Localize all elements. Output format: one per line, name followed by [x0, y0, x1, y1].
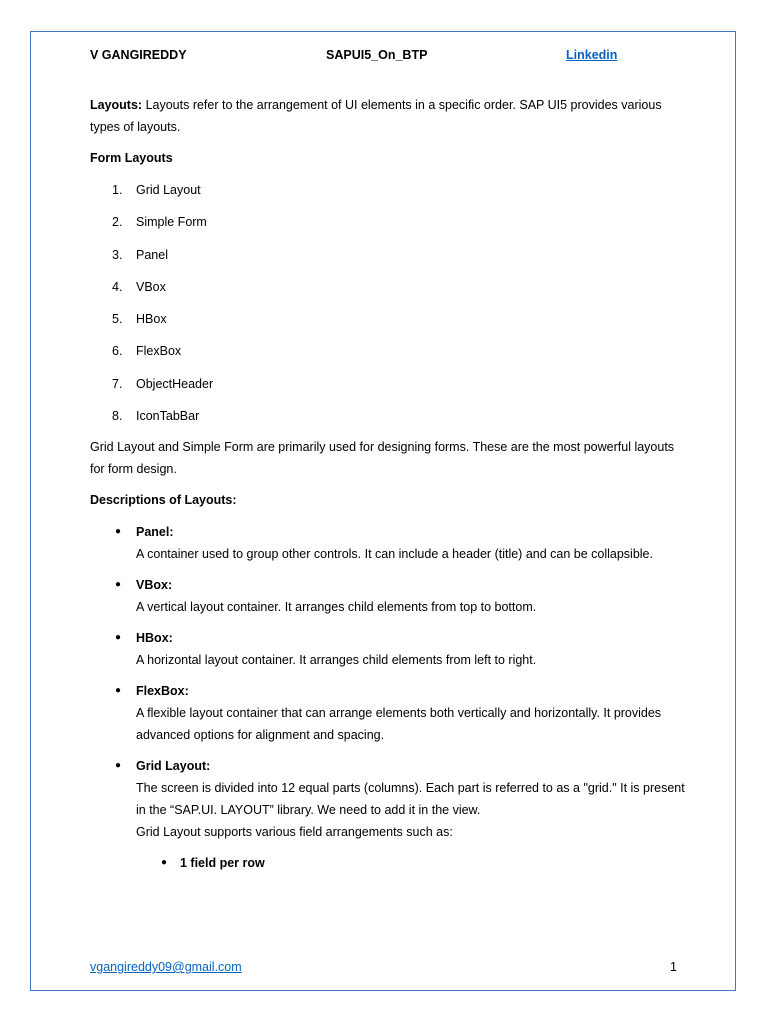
list-item	[90, 308, 690, 330]
list-item	[90, 405, 690, 427]
descriptions-list	[90, 521, 690, 874]
bullet-icon: ●	[161, 857, 168, 869]
document-body	[90, 94, 690, 883]
description-item-text: The screen is divided into 12 equal parts (columns). Each part is referred to as a "grid." It is present in the “SAP.UI. LAYOUT” library. We need to add it in the view.	[136, 781, 685, 818]
header-author: V GANGIREDDY	[90, 48, 187, 62]
form-layouts-heading: Form Layouts	[90, 151, 173, 165]
list-item-number: 6.	[112, 344, 123, 359]
list-item-number: 1.	[112, 183, 123, 197]
list-item	[90, 373, 690, 395]
bullet-icon: ●	[115, 760, 122, 772]
list-item-label: Simple Form	[136, 215, 207, 230]
list-item-label: 1 field per row	[180, 856, 265, 871]
list-item-number: 4.	[112, 279, 123, 294]
list-item-label: Panel	[136, 247, 168, 262]
footer-email-link[interactable]: vgangireddy09@gmail.com	[90, 960, 242, 974]
page-header	[90, 48, 690, 66]
list-item-label: IconTabBar	[136, 409, 200, 424]
list-item	[90, 179, 690, 201]
description-item-vbox	[90, 574, 690, 618]
list-item-label: ObjectHeader	[136, 376, 214, 391]
list-item-number: 8.	[112, 409, 123, 424]
description-item-name: Panel:	[136, 525, 174, 540]
list-item	[90, 211, 690, 233]
description-item-flexbox	[90, 680, 690, 746]
list-item-label: FlexBox	[136, 344, 182, 359]
list-item-number: 5.	[112, 312, 123, 327]
description-item-name: VBox:	[136, 578, 173, 593]
list-item	[90, 340, 690, 362]
description-item-panel	[90, 521, 690, 565]
bullet-icon: ●	[115, 579, 122, 591]
list-item-number: 7.	[112, 376, 123, 391]
header-title: SAPUI5_On_BTP	[326, 48, 428, 62]
description-item-text: A flexible layout container that can arrange elements both vertically and horizontally. It provides advanced options for alignment and spacing.	[136, 706, 662, 743]
bullet-icon: ●	[115, 685, 122, 697]
intro-paragraph	[90, 94, 690, 138]
description-item-hbox	[90, 627, 690, 671]
description-item-text: A horizontal layout container. It arranges child elements from left to right.	[136, 653, 537, 668]
description-item-name: Grid Layout:	[136, 759, 211, 774]
description-item-grid-layout	[90, 755, 690, 874]
intro-lead: Layouts:	[90, 98, 143, 112]
list-item	[90, 244, 690, 266]
page-number: 1	[670, 960, 677, 974]
form-layouts-list	[90, 179, 690, 427]
description-item-name: HBox:	[136, 631, 173, 646]
list-item-number: 3.	[112, 247, 123, 262]
description-item-name: FlexBox:	[136, 684, 189, 699]
list-item-label: HBox	[136, 312, 167, 327]
grid-arrangement-list	[136, 852, 690, 874]
intro-text: Layouts refer to the arrangement of UI elements in a specific order. SAP UI5 provides various types of layouts.	[90, 98, 662, 134]
bullet-icon: ●	[115, 632, 122, 644]
list-item	[90, 276, 690, 298]
description-item-text: A container used to group other controls. It can include a header (title) and can be collapsible.	[136, 547, 653, 562]
description-item-text: A vertical layout container. It arranges child elements from top to bottom.	[136, 600, 537, 615]
list-item-number: 2.	[112, 215, 123, 230]
list-item-label: Grid Layout	[136, 183, 201, 197]
summary-paragraph: Grid Layout and Simple Form are primarily used for designing forms. These are the most powerful layouts for form design.	[90, 440, 675, 477]
descriptions-heading: Descriptions of Layouts:	[90, 493, 237, 508]
list-item-label: VBox	[136, 279, 166, 294]
linkedin-link[interactable]: Linkedin	[566, 48, 618, 62]
description-item-text: Grid Layout supports various field arrangements such as:	[136, 825, 453, 840]
bullet-icon: ●	[115, 526, 122, 538]
list-item	[136, 852, 690, 874]
